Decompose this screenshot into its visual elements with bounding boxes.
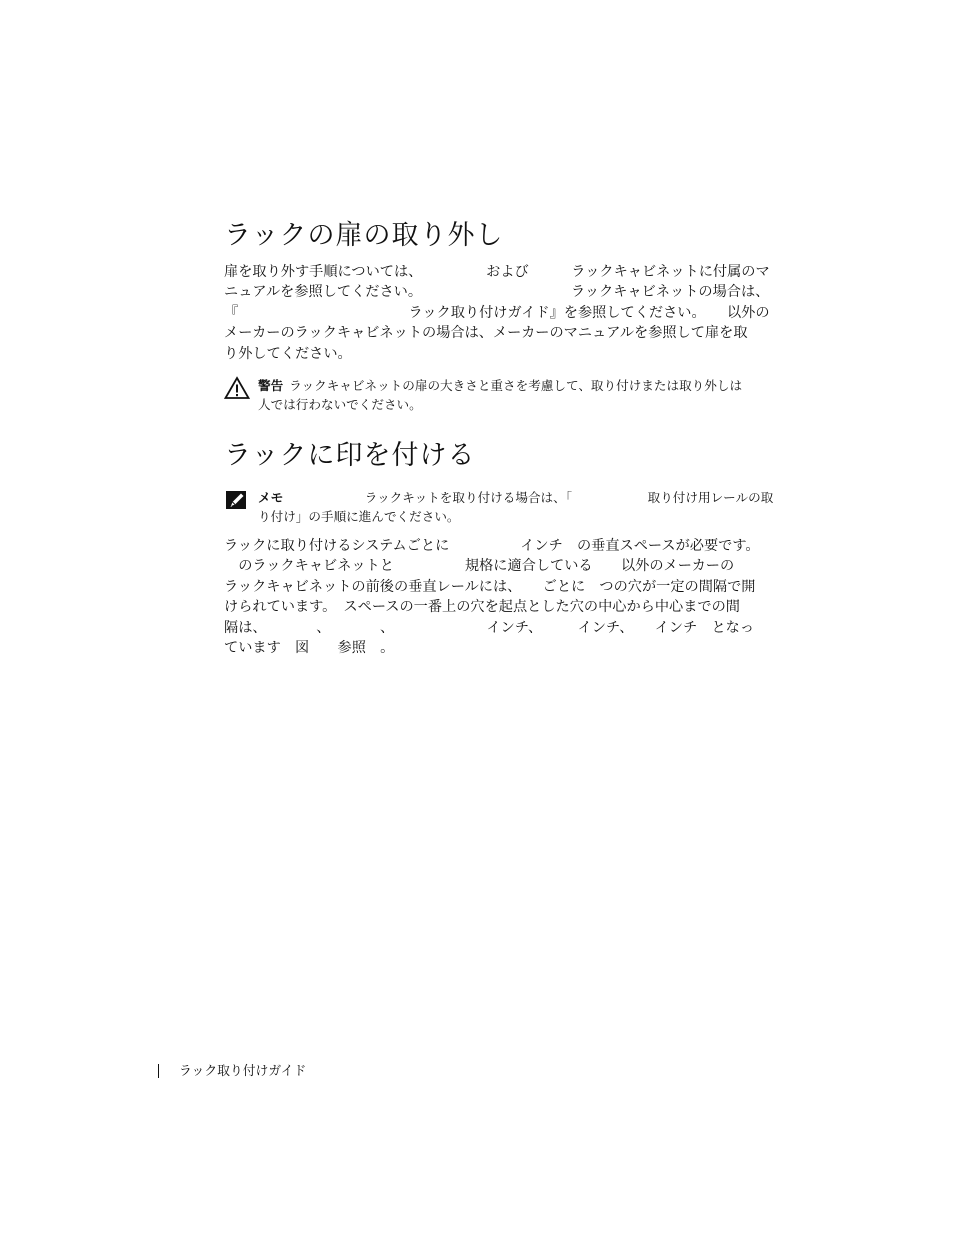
warning-text-line: 人では行わないでください。 xyxy=(258,397,422,413)
warning-label: 警告 xyxy=(258,378,284,394)
page-content xyxy=(224,218,814,658)
note-text-line: り付け」の手順に進んでください。 xyxy=(258,509,460,525)
warning-triangle-icon xyxy=(224,376,250,400)
paragraph-line: ています 図 参照 。 xyxy=(224,640,395,657)
paragraph-line: ラックキャビネットの前後の垂直レールには、 ごとに つの穴が一定の間隔で開 xyxy=(224,578,756,595)
paragraph-line: のラックキャビネットと 規格に適合している 以外のメーカーの xyxy=(224,558,735,575)
paragraph-line: 扉を取り外す手順については、 および ラックキャビネットに付属のマ xyxy=(224,264,770,280)
footer-title: ラック取り付けガイド xyxy=(179,1064,307,1079)
footer-divider xyxy=(158,1064,159,1078)
warning-text-line: ラックキャビネットの扉の大きさと重さを考慮して、取り付けまたは取り外しは xyxy=(289,378,743,394)
paragraph-line: けられています。 スペースの一番上の穴を起点とした穴の中心から中心までの間 xyxy=(224,599,740,616)
section-heading-rack-marking: ラックに印を付ける xyxy=(224,440,476,472)
paragraph-line: ニュアルを参照してください。 ラックキャビネットの場合は、 xyxy=(224,284,770,301)
rack-marking-paragraph xyxy=(224,536,814,658)
door-removal-paragraph xyxy=(224,262,814,364)
paragraph-line: ラックに取り付けるシステムごとに インチ の垂直スペースが必要です。 xyxy=(224,538,760,555)
note-label: メモ xyxy=(258,490,284,506)
paragraph-line: 隔は、 、 、 インチ、 インチ、 インチ となっ xyxy=(224,619,755,636)
paragraph-line: 『 ラック取り付けガイド』を参照してください。 以外の xyxy=(224,304,770,321)
paragraph-line: メーカーのラックキャビネットの場合は、メーカーのマニュアルを参照して扉を取 xyxy=(224,325,748,342)
warning-notice xyxy=(224,376,814,414)
section-heading-door-removal: ラックの扉の取り外し xyxy=(224,220,504,251)
note-text-line: ラックキットを取り付ける場合は、「 取り付け用レールの取 xyxy=(289,490,774,506)
paragraph-line: り外してください。 xyxy=(224,345,352,362)
page-footer xyxy=(158,1062,306,1082)
note-notice xyxy=(224,488,814,526)
note-pencil-icon xyxy=(224,488,250,512)
